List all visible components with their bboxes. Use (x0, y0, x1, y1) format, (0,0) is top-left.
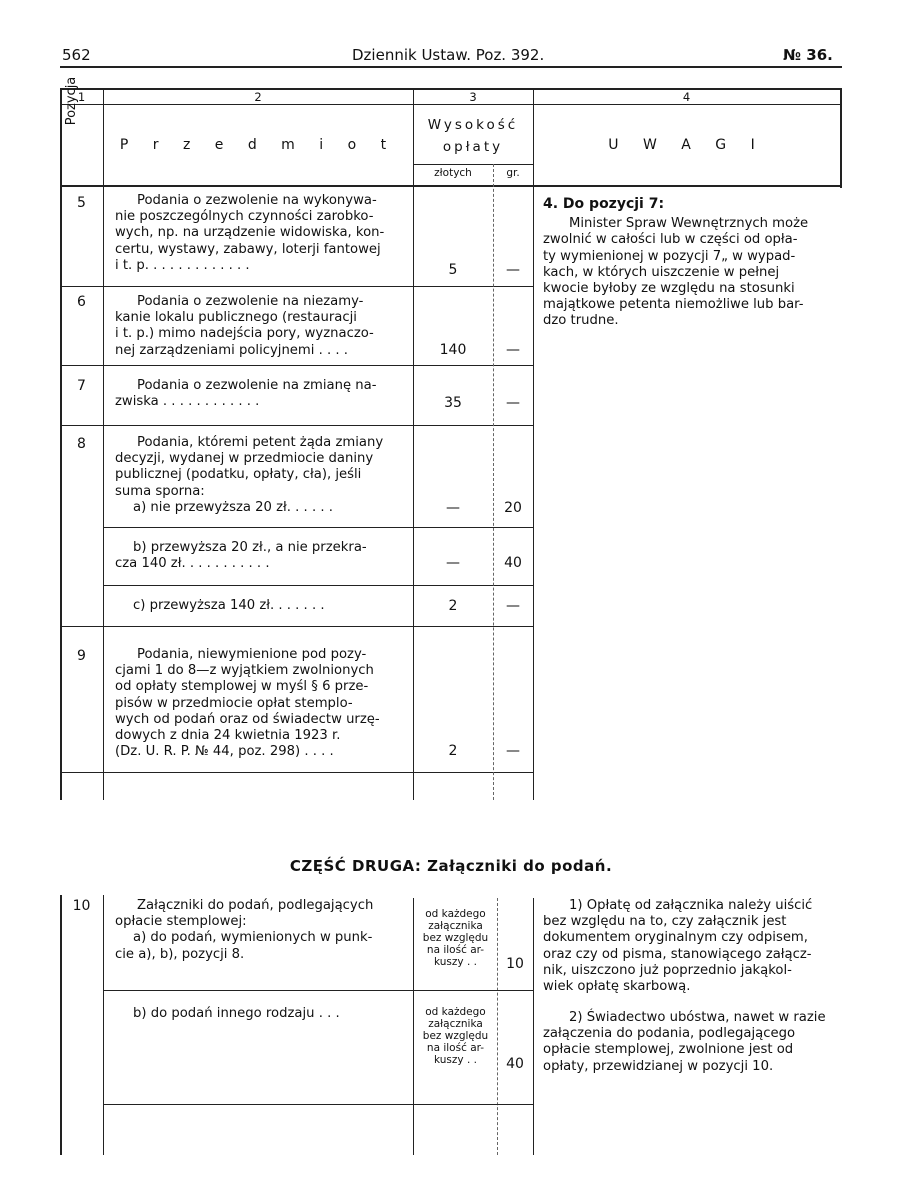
row-8b-zl: — (446, 555, 460, 571)
row-7-pos: 7 (77, 378, 86, 394)
row-5-text: Podania o zezwolenie na wykonywa- nie poszczególnych czynności zarobko- wych, np. na urządzenie widowiska, kon- certu, wystawy, zabawy, loterji fantowej i t. p. . . . . . . . . . . . . (115, 193, 385, 273)
col-number-3: 3 (469, 90, 477, 104)
row-5-gr: — (506, 262, 520, 278)
row-7-gr: — (506, 395, 520, 411)
header-uwagi: U W A G I (608, 137, 765, 153)
row-9-text: Podania, niewymienione pod pozy- cjami 1 do 8—z wyjątkiem zwolnionych od opłaty stemplowej w myśl § 6 prze- pisów w przedmiocie opłat stemplo- wych od podań oraz od świadectw urzę- dowych z dnia 24 kwietnia 1923 r. (Dz. U. R. P. № 44, poz. 298) . . . . (115, 647, 380, 760)
issue-number: № 36. (783, 46, 833, 64)
row-8c-text: c) przewyższa 140 zł. . . . . . . (133, 598, 325, 613)
remarks-position-7: 4. Do pozycji 7: Minister Spraw Wewnętrznych może zwolnić w całości lub w części od opła- ty wymienionej w pozycji 7„ w wypad- kach, w których uiszczenie w pełnej kwocie byłoby ze względu na stosunki majątkowe petenta niemożliwe lub bar- dzo trudne. (543, 196, 809, 329)
header-zlotych: złotych (434, 167, 472, 179)
remarks-attachments-2: 2) Świadectwo ubóstwa, nawet w razie załączenia do podania, podlegającego opłacie stemplowej, zwolnione jest od opłaty, przewidzianej w pozycji 10. (543, 1010, 826, 1074)
row-10-pos: 10 (72, 898, 91, 914)
row-8a-zl: — (446, 500, 460, 516)
header-wysokosc: Wysokość (427, 117, 519, 133)
row-10b-gr: 40 (506, 1056, 524, 1072)
header-gr: gr. (506, 167, 520, 179)
row-5-pos: 5 (77, 195, 86, 211)
row-8a-gr: 20 (504, 500, 522, 516)
row-9-gr: — (506, 743, 520, 759)
row-6-zl: 140 (439, 342, 467, 358)
row-8c-zl: 2 (448, 598, 458, 614)
row-10b-text: b) do podań innego rodzaju . . . (133, 1006, 340, 1021)
row-7-zl: 35 (444, 395, 462, 411)
header-pozycja: Pozycja (64, 76, 79, 126)
row-7-text: Podania o zezwolenie na zmianę na- zwiska . . . . . . . . . . . . (115, 378, 377, 410)
row-9-zl: 2 (448, 743, 458, 759)
row-6-text: Podania o zezwolenie na niezamy- kanie lokalu publicznego (restauracji i t. p.) mimo nadejścia pory, wyznaczo- nej zarządzeniami policyjnemi . . . . (115, 294, 374, 358)
row-8-pos: 8 (77, 436, 86, 452)
row-6-pos: 6 (77, 294, 86, 310)
col-number-1: 1 (77, 90, 86, 104)
row-8a-text: Podania, któremi petent żąda zmiany decyzji, wydanej w przedmiocie daniny publicznej (podatku, opłaty, cła), jeśli suma sporna: a) nie przewyższa 20 zł. . . . . . (115, 435, 384, 515)
row-10a-gr: 10 (506, 956, 524, 972)
row-5-zl: 5 (448, 262, 458, 278)
row-10a-text: Załączniki do podań, podlegających opłacie stemplowej: a) do podań, wymienionych w punk- cie a), b), pozycji 8. (115, 898, 374, 962)
remarks-attachments-1: 1) Opłatę od załącznika należy uiścić bez względu na to, czy załącznik jest dokumentem oryginalnym czy odpisem, oraz czy od pisma, stanowiącego załącz- nik, uiszczono już poprzednio jakąkol- wiek opłatę skarbową. (543, 898, 813, 995)
header-przedmiot: P r z e d m i o t (119, 137, 397, 153)
row-10a-zl: od każdego załącznika bez względu na ilość ar- kuszy . . (422, 908, 489, 968)
row-8b-text: b) przewyższa 20 zł., a nie przekra- cza 140 zł. . . . . . . . . . . (115, 540, 367, 572)
header-oplaty: opłaty (442, 139, 504, 155)
page-number: 562 (62, 46, 91, 64)
part-two-heading: CZĘŚĆ DRUGA: Załączniki do podań. (289, 857, 613, 875)
header-rule (60, 66, 842, 68)
row-10b-zl: od każdego załącznika bez względu na ilość ar- kuszy . . (422, 1006, 489, 1066)
row-8c-gr: — (506, 598, 520, 614)
row-9-pos: 9 (77, 648, 86, 664)
col-number-4: 4 (682, 90, 691, 104)
row-6-gr: — (506, 342, 520, 358)
col-number-2: 2 (254, 90, 262, 104)
journal-title: Dziennik Ustaw. Poz. 392. (352, 46, 545, 64)
row-8b-gr: 40 (504, 555, 522, 571)
